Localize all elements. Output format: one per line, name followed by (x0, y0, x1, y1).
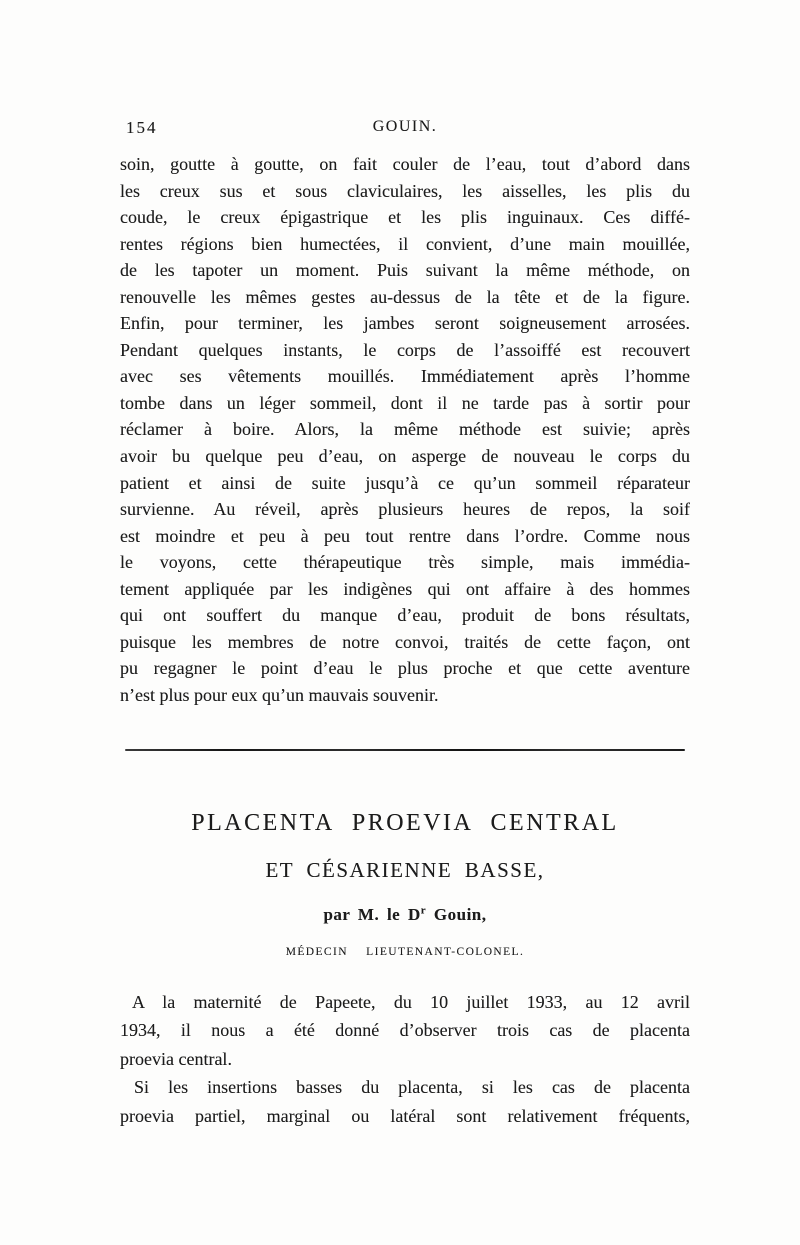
text-line: A la maternité de Papeete, du 10 juillet 1933, au 12 avril (132, 992, 690, 1012)
section-divider-rule (125, 749, 685, 751)
text-line: pu regagner le point d’eau le plus proche et que cette aventure (120, 658, 690, 679)
article-byline (10, 905, 800, 925)
text-line: tement appliquée par les indigènes qui ont affaire à des hommes (120, 578, 690, 599)
text-line: survienne. Au réveil, après plusieurs heures de repos, la soif (120, 499, 690, 520)
text-line: n’est plus pour eux qu’un mauvais souvenir. (120, 684, 439, 705)
text-line: Si les insertions basses du placenta, si les cas de placenta (134, 1077, 690, 1098)
text-line: rentes régions bien humectées, il convient, d’une main mouillée, (120, 233, 690, 254)
text-line: avec ses vêtements mouillés. Immédiatement après l’homme (120, 366, 690, 387)
article-end-paragraph (120, 151, 690, 708)
text-line: tombe dans un léger sommeil, dont il ne tarde pas à sortir pour (120, 392, 690, 413)
text-line: qui ont souffert du manque d’eau, produit de bons résultats, (120, 605, 690, 626)
text-line: soin, goutte à goutte, on fait couler de l’eau, tout d’abord dans (120, 154, 690, 174)
byline-superscript: r (420, 904, 427, 917)
byline-suffix: Gouin, (426, 905, 487, 924)
text-line: 1934, il nous a été donné d’observer trois cas de placenta (120, 1020, 690, 1041)
text-line: Enfin, pour terminer, les jambes seront soigneusement arrosées. (120, 313, 690, 334)
text-line: Pendant quelques instants, le corps de l’assoiffé est recouvert (120, 339, 690, 360)
text-line: puisque les membres de notre convoi, traités de cette façon, ont (120, 631, 690, 652)
text-line: réclamer à boire. Alors, la même méthode est suivie; après (120, 419, 690, 440)
page-number: 154 (126, 118, 158, 137)
article-title-line-1: PLACENTA PROEVIA CENTRAL (191, 810, 619, 836)
article-opening-paragraphs (120, 988, 690, 1130)
text-line: proevia central. (120, 1048, 232, 1069)
byline-prefix: par M. le D (323, 905, 421, 924)
text-line: de les tapoter un moment. Puis suivant la même méthode, on (120, 260, 690, 281)
text-line: patient et ainsi de suite jusqu’à ce qu’un sommeil réparateur (120, 472, 690, 493)
text-line: les creux sus et sous claviculaires, les aisselles, les plis du (120, 180, 690, 201)
text-line: renouvelle les mêmes gestes au-dessus de la tête et de la figure. (120, 286, 690, 307)
running-header (120, 117, 690, 139)
running-title: GOUIN. (372, 118, 438, 135)
text-line: le voyons, cette thérapeutique très simple, mais immédia- (120, 552, 690, 573)
author-rank-line: MÉDECIN LIEUTENANT-COLONEL. (285, 946, 525, 958)
article-title-line-2: ET CÉSARIENNE BASSE, (265, 858, 545, 882)
text-line: est moindre et peu à peu tout rentre dans l’ordre. Comme nous (120, 525, 690, 546)
text-line: avoir bu quelque peu d’eau, on asperge de nouveau le corps du (120, 446, 690, 467)
text-line: proevia partiel, marginal ou latéral sont relativement fréquents, (120, 1105, 690, 1126)
text-line: coude, le creux épigastrique et les plis inguinaux. Ces diffé- (120, 207, 690, 228)
